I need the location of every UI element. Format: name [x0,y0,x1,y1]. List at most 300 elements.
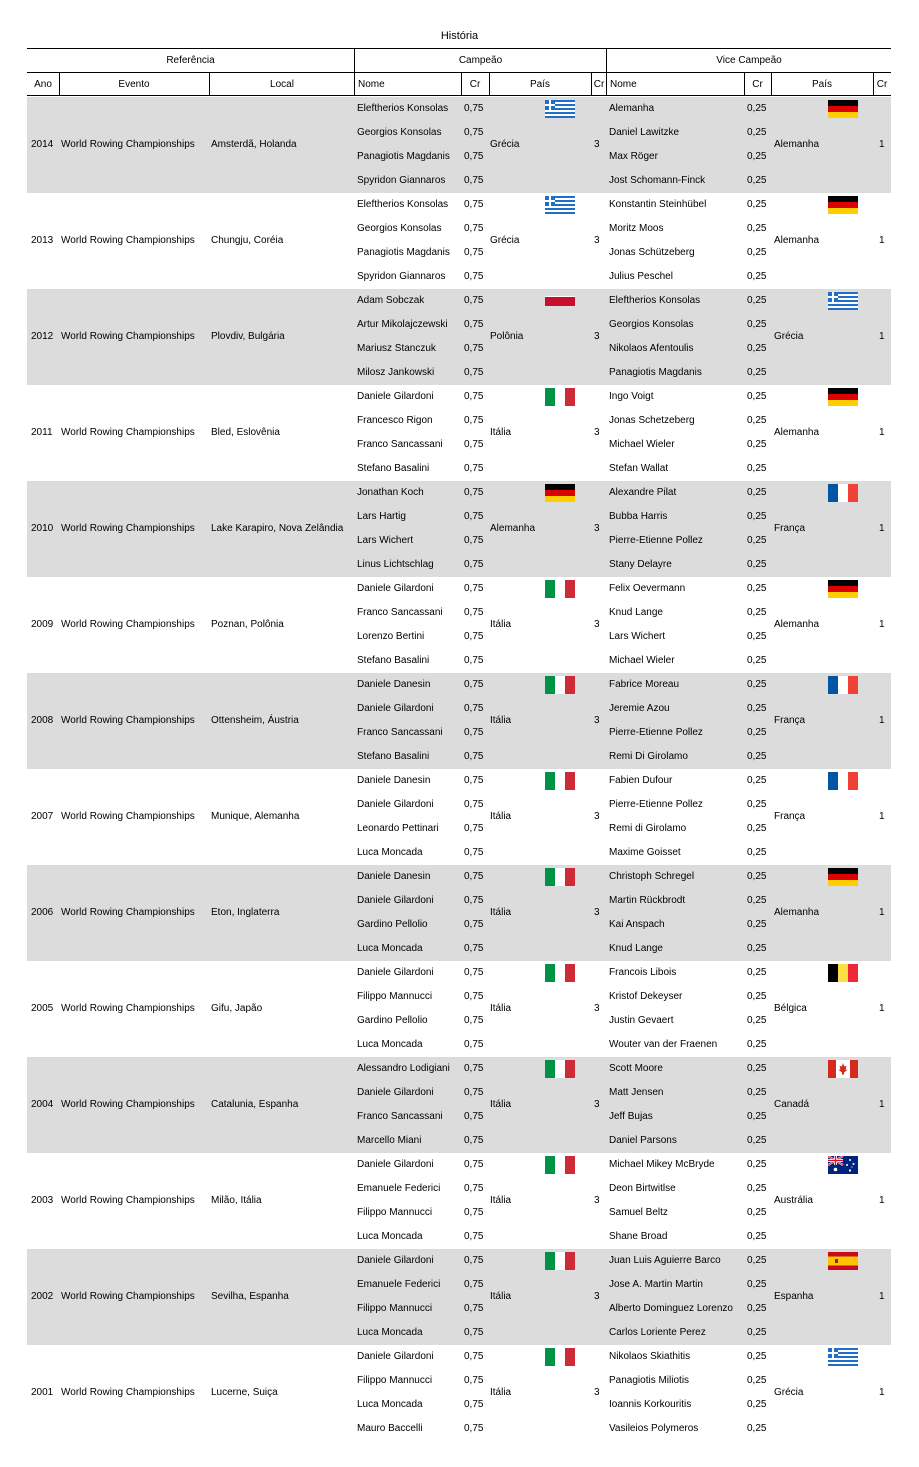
vice-total-cell: 1 [879,907,885,918]
vice-country-cell: Alemanha [774,427,820,438]
champion-cr-cell: 0,75 [464,1015,484,1026]
champion-name-cell: Lars Wichert [357,535,414,546]
vice-name-cell: Juan Luis Aguierre Barco [609,1255,721,1266]
vice-total-cell: 1 [879,331,885,342]
champion-cr-cell: 0,75 [464,1063,484,1074]
champion-cr-cell: 0,75 [464,967,484,978]
champion-cr-cell: 0,75 [464,535,484,546]
champion-cr-cell: 0,75 [464,319,484,330]
champion-name-cell: Emanuele Federici [357,1183,441,1194]
champion-name-cell: Daniele Danesin [357,775,431,786]
france-flag-icon [828,676,858,694]
table-row [27,1345,891,1441]
champion-name-cell: Daniele Danesin [357,679,431,690]
canada-flag-icon [828,1060,858,1078]
champion-cr-cell: 0,75 [464,175,484,186]
champion-total-cell: 3 [594,1195,600,1206]
vice-name-cell: Ingo Voigt [609,391,654,402]
champion-name-cell: Stefano Basalini [357,655,430,666]
vice-cr-cell: 0,25 [747,583,767,594]
champion-name-cell: Alessandro Lodigiani [357,1063,450,1074]
table-row [27,1153,891,1249]
vice-cr-cell: 0,25 [747,295,767,306]
vice-cr-cell: 0,25 [747,895,767,906]
location-cell: Poznan, Polônia [211,619,284,630]
header-col-pais-campeao: País [489,72,591,96]
vice-name-cell: Scott Moore [609,1063,663,1074]
header-col-cr-total-campeao: Cr [591,72,607,96]
vice-total-cell: 1 [879,619,885,630]
greece-flag-icon [828,1348,858,1366]
vice-cr-cell: 0,25 [747,1303,767,1314]
champion-total-cell: 3 [594,427,600,438]
location-cell: Ottensheim, Áustria [211,715,299,726]
champion-cr-cell: 0,75 [464,487,484,498]
champion-total-cell: 3 [594,235,600,246]
champion-name-cell: Franco Sancassani [357,727,443,738]
champion-name-cell: Mauro Baccelli [357,1423,423,1434]
champion-name-cell: Daniele Gilardoni [357,967,434,978]
vice-total-cell: 1 [879,1195,885,1206]
location-cell: Plovdiv, Bulgária [211,331,285,342]
vice-cr-cell: 0,25 [747,919,767,930]
table-row [27,1249,891,1345]
champion-cr-cell: 0,75 [464,1423,484,1434]
champion-name-cell: Luca Moncada [357,1231,423,1242]
year-cell: 2011 [31,427,53,438]
vice-cr-cell: 0,25 [747,727,767,738]
header-col-cr-vice: Cr [744,72,771,96]
champion-cr-cell: 0,75 [464,1279,484,1290]
vice-name-cell: Knud Lange [609,943,663,954]
italy-flag-icon [545,676,575,694]
vice-country-cell: Bélgica [774,1003,807,1014]
table-row [27,865,891,961]
vice-cr-cell: 0,25 [747,1087,767,1098]
champion-country-cell: Itália [490,715,512,726]
vice-cr-cell: 0,25 [747,247,767,258]
champion-name-cell: Daniele Gilardoni [357,703,434,714]
champion-name-cell: Luca Moncada [357,1039,423,1050]
header-col-cr-total-vice: Cr [873,72,891,96]
vice-name-cell: Jonas Schützeberg [609,247,695,258]
event-cell: World Rowing Championships [61,139,195,150]
champion-cr-cell: 0,75 [464,919,484,930]
vice-cr-cell: 0,25 [747,799,767,810]
greece-flag-icon [828,292,858,310]
champion-name-cell: Lorenzo Bertini [357,631,425,642]
vice-cr-cell: 0,25 [747,1159,767,1170]
header-col-pais-vice: País [771,72,873,96]
header-col-cr-campeao: Cr [461,72,489,96]
champion-total-cell: 3 [594,139,600,150]
event-cell: World Rowing Championships [61,1387,195,1398]
location-cell: Catalunia, Espanha [211,1099,299,1110]
champion-name-cell: Emanuele Federici [357,1279,441,1290]
spain-flag-icon [828,1252,858,1270]
italy-flag-icon [545,388,575,406]
vice-name-cell: Nikolaos Afentoulis [609,343,694,354]
champion-cr-cell: 0,75 [464,895,484,906]
vice-name-cell: Max Röger [609,151,658,162]
belgium-flag-icon [828,964,858,982]
vice-country-cell: Alemanha [774,619,820,630]
champion-cr-cell: 0,75 [464,1111,484,1122]
vice-cr-cell: 0,25 [747,1255,767,1266]
vice-name-cell: Moritz Moos [609,223,664,234]
vice-cr-cell: 0,25 [747,703,767,714]
vice-cr-cell: 0,25 [747,655,767,666]
header-col-ano: Ano [27,72,59,96]
vice-name-cell: Michael Wieler [609,439,675,450]
vice-cr-cell: 0,25 [747,1375,767,1386]
vice-name-cell: Martin Rückbrodt [609,895,686,906]
header-group-campeao: Campeão [355,48,606,72]
champion-name-cell: Gardino Pellolio [357,919,428,930]
champion-country-cell: Grécia [490,139,520,150]
vice-cr-cell: 0,25 [747,343,767,354]
vice-name-cell: Lars Wichert [609,631,666,642]
vice-cr-cell: 0,25 [747,319,767,330]
champion-name-cell: Spyridon Giannaros [357,271,446,282]
vice-country-cell: Alemanha [774,139,820,150]
champion-name-cell: Eleftherios Konsolas [357,199,449,210]
champion-cr-cell: 0,75 [464,583,484,594]
vice-cr-cell: 0,25 [747,847,767,858]
vice-name-cell: Alemanha [609,103,655,114]
champion-cr-cell: 0,75 [464,439,484,450]
table-row [27,193,891,289]
vice-total-cell: 1 [879,235,885,246]
vice-country-cell: França [774,523,806,534]
france-flag-icon [828,772,858,790]
champion-cr-cell: 0,75 [464,631,484,642]
year-cell: 2008 [31,715,54,726]
vice-cr-cell: 0,25 [747,943,767,954]
year-cell: 2014 [31,139,54,150]
vice-name-cell: Pierre-Etienne Pollez [609,727,703,738]
champion-cr-cell: 0,75 [464,127,484,138]
champion-cr-cell: 0,75 [464,1087,484,1098]
champion-name-cell: Leonardo Pettinari [357,823,439,834]
greece-flag-icon [545,196,575,214]
vice-cr-cell: 0,25 [747,559,767,570]
vice-cr-cell: 0,25 [747,127,767,138]
champion-cr-cell: 0,75 [464,1039,484,1050]
champion-name-cell: Franco Sancassani [357,439,443,450]
page-title: História [440,30,479,42]
italy-flag-icon [545,868,575,886]
vice-cr-cell: 0,25 [747,607,767,618]
year-cell: 2006 [31,907,54,918]
vice-name-cell: Vasileios Polymeros [609,1423,699,1434]
champion-country-cell: Polônia [490,331,524,342]
champion-name-cell: Filippo Mannucci [357,991,433,1002]
germany-flag-icon [828,100,858,118]
vice-cr-cell: 0,25 [747,679,767,690]
champion-cr-cell: 0,75 [464,1231,484,1242]
vice-cr-cell: 0,25 [747,1351,767,1362]
champion-name-cell: Daniele Gilardoni [357,895,434,906]
location-cell: Lake Karapiro, Nova Zelândia [211,523,344,534]
vice-name-cell: Jonas Schetzeberg [609,415,695,426]
champion-name-cell: Francesco Rigon [357,415,433,426]
vice-total-cell: 1 [879,139,885,150]
table-header [27,48,891,96]
champion-cr-cell: 0,75 [464,751,484,762]
location-cell: Chungju, Coréia [211,235,284,246]
vice-cr-cell: 0,25 [747,511,767,522]
vice-cr-cell: 0,25 [747,487,767,498]
vice-cr-cell: 0,25 [747,223,767,234]
champion-country-cell: Itália [490,1003,512,1014]
champion-total-cell: 3 [594,1099,600,1110]
champion-cr-cell: 0,75 [464,1303,484,1314]
champion-name-cell: Luca Moncada [357,943,423,954]
location-cell: Milão, Itália [211,1195,262,1206]
vice-name-cell: Shane Broad [609,1231,668,1242]
year-cell: 2003 [31,1195,54,1206]
champion-name-cell: Linus Lichtschlag [357,559,434,570]
vice-name-cell: Stany Delayre [609,559,672,570]
table-row [27,385,891,481]
champion-name-cell: Daniele Gilardoni [357,1159,434,1170]
champion-country-cell: Itália [490,811,512,822]
champion-country-cell: Grécia [490,235,520,246]
champion-name-cell: Franco Sancassani [357,1111,443,1122]
year-cell: 2001 [31,1387,54,1398]
champion-name-cell: Franco Sancassani [357,607,443,618]
champion-cr-cell: 0,75 [464,703,484,714]
france-flag-icon [828,484,858,502]
champion-total-cell: 3 [594,811,600,822]
event-cell: World Rowing Championships [61,907,195,918]
champion-cr-cell: 0,75 [464,151,484,162]
vice-name-cell: Bubba Harris [609,511,668,522]
germany-flag-icon [828,388,858,406]
location-cell: Bled, Eslovênia [211,427,280,438]
event-cell: World Rowing Championships [61,1099,195,1110]
vice-name-cell: Pierre-Etienne Pollez [609,799,703,810]
champion-name-cell: Daniele Gilardoni [357,1255,434,1266]
champion-name-cell: Marcello Miani [357,1135,422,1146]
vice-name-cell: Stefan Wallat [609,463,669,474]
champion-total-cell: 3 [594,715,600,726]
champion-name-cell: Luca Moncada [357,1327,423,1338]
vice-total-cell: 1 [879,715,885,726]
vice-name-cell: Carlos Loriente Perez [609,1327,706,1338]
champion-cr-cell: 0,75 [464,991,484,1002]
header-col-evento: Evento [59,72,209,96]
champion-cr-cell: 0,75 [464,655,484,666]
vice-name-cell: Justin Gevaert [609,1015,674,1026]
vice-name-cell: Francois Libois [609,967,677,978]
italy-flag-icon [545,964,575,982]
year-cell: 2009 [31,619,54,630]
vice-total-cell: 1 [879,1099,885,1110]
champion-cr-cell: 0,75 [464,823,484,834]
champion-cr-cell: 0,75 [464,1375,484,1386]
champion-name-cell: Milosz Jankowski [357,367,435,378]
champion-name-cell: Daniele Gilardoni [357,391,434,402]
germany-flag-icon [828,868,858,886]
champion-country-cell: Itália [490,907,512,918]
event-cell: World Rowing Championships [61,235,195,246]
champion-cr-cell: 0,75 [464,1159,484,1170]
location-cell: Munique, Alemanha [211,811,300,822]
vice-name-cell: Ioannis Korkouritis [609,1399,692,1410]
champion-name-cell: Adam Sobczak [357,295,425,306]
vice-cr-cell: 0,25 [747,1399,767,1410]
vice-name-cell: Jost Schomann-Finck [609,175,706,186]
vice-cr-cell: 0,25 [747,439,767,450]
table-row [27,673,891,769]
champion-cr-cell: 0,75 [464,103,484,114]
vice-name-cell: Christoph Schregel [609,871,695,882]
champion-cr-cell: 0,75 [464,679,484,690]
vice-name-cell: Nikolaos Skiathitis [609,1351,691,1362]
vice-total-cell: 1 [879,427,885,438]
germany-flag-icon [828,196,858,214]
vice-name-cell: Deon Birtwitlse [609,1183,676,1194]
vice-cr-cell: 0,25 [747,1231,767,1242]
champion-name-cell: Filippo Mannucci [357,1207,433,1218]
header-col-nome-campeao: Nome [355,72,461,96]
poland-flag-icon [545,292,575,310]
table-row [27,769,891,865]
vice-cr-cell: 0,25 [747,1423,767,1434]
champion-name-cell: Mariusz Stanczuk [357,343,436,354]
vice-total-cell: 1 [879,811,885,822]
champion-name-cell: Luca Moncada [357,847,423,858]
australia-flag-icon [828,1156,858,1174]
vice-country-cell: Alemanha [774,907,820,918]
vice-name-cell: Kai Anspach [609,919,665,930]
vice-cr-cell: 0,25 [747,151,767,162]
vice-cr-cell: 0,25 [747,1015,767,1026]
vice-cr-cell: 0,25 [747,1111,767,1122]
champion-cr-cell: 0,75 [464,607,484,618]
vice-country-cell: Espanha [774,1291,814,1302]
table-row [27,1057,891,1153]
champion-cr-cell: 0,75 [464,1135,484,1146]
vice-cr-cell: 0,25 [747,1207,767,1218]
champion-cr-cell: 0,75 [464,1399,484,1410]
vice-cr-cell: 0,25 [747,103,767,114]
event-cell: World Rowing Championships [61,427,195,438]
vice-total-cell: 1 [879,1003,885,1014]
champion-cr-cell: 0,75 [464,1255,484,1266]
vice-cr-cell: 0,25 [747,271,767,282]
champion-total-cell: 3 [594,1291,600,1302]
champion-country-cell: Itália [490,1099,512,1110]
champion-name-cell: Daniele Gilardoni [357,1351,434,1362]
vice-country-cell: Austrália [774,1195,813,1206]
vice-name-cell: Samuel Beltz [609,1207,668,1218]
champion-name-cell: Filippo Mannucci [357,1375,433,1386]
vice-name-cell: Panagiotis Miliotis [609,1375,690,1386]
champion-total-cell: 3 [594,1003,600,1014]
champion-name-cell: Stefano Basalini [357,463,430,474]
champion-name-cell: Eleftherios Konsolas [357,103,449,114]
vice-name-cell: Felix Oevermann [609,583,686,594]
germany-flag-icon [828,580,858,598]
italy-flag-icon [545,1156,575,1174]
champion-total-cell: 3 [594,523,600,534]
champion-cr-cell: 0,75 [464,391,484,402]
champion-cr-cell: 0,75 [464,559,484,570]
champion-name-cell: Jonathan Koch [357,487,424,498]
header-col-nome-vice: Nome [607,72,744,96]
vice-name-cell: Remi Di Girolamo [609,751,688,762]
vice-name-cell: Eleftherios Konsolas [609,295,701,306]
table-row [27,481,891,577]
champion-cr-cell: 0,75 [464,367,484,378]
vice-cr-cell: 0,25 [747,391,767,402]
header-group-vice-campeao: Vice Campeão [607,48,891,72]
event-cell: World Rowing Championships [61,715,195,726]
italy-flag-icon [545,1348,575,1366]
champion-country-cell: Itália [490,427,512,438]
vice-country-cell: Grécia [774,1387,804,1398]
vice-cr-cell: 0,25 [747,823,767,834]
champion-name-cell: Daniele Gilardoni [357,583,434,594]
vice-cr-cell: 0,25 [747,631,767,642]
champion-total-cell: 3 [594,1387,600,1398]
vice-name-cell: Fabien Dufour [609,775,673,786]
table-row [27,577,891,673]
vice-cr-cell: 0,25 [747,871,767,882]
header-col-local: Local [209,72,355,96]
table-row [27,961,891,1057]
year-cell: 2010 [31,523,54,534]
champion-name-cell: Panagiotis Magdanis [357,151,450,162]
champion-name-cell: Georgios Konsolas [357,127,442,138]
table-row [27,97,891,193]
vice-name-cell: Daniel Lawitzke [609,127,680,138]
champion-name-cell: Luca Moncada [357,1399,423,1410]
vice-cr-cell: 0,25 [747,967,767,978]
vice-cr-cell: 0,25 [747,1183,767,1194]
champion-name-cell: Daniele Gilardoni [357,799,434,810]
location-cell: Gifu, Japão [211,1003,263,1014]
event-cell: World Rowing Championships [61,523,195,534]
vice-cr-cell: 0,25 [747,367,767,378]
vice-name-cell: Michael Wieler [609,655,675,666]
champion-name-cell: Georgios Konsolas [357,223,442,234]
champion-cr-cell: 0,75 [464,871,484,882]
vice-name-cell: Fabrice Moreau [609,679,680,690]
event-cell: World Rowing Championships [61,619,195,630]
italy-flag-icon [545,1060,575,1078]
vice-name-cell: Michael Mikey McBryde [609,1159,715,1170]
champion-cr-cell: 0,75 [464,271,484,282]
vice-name-cell: Julius Peschel [609,271,673,282]
italy-flag-icon [545,1252,575,1270]
champion-name-cell: Spyridon Giannaros [357,175,446,186]
vice-name-cell: Panagiotis Magdanis [609,367,702,378]
event-cell: World Rowing Championships [61,1003,195,1014]
table-row [27,289,891,385]
champion-country-cell: Itália [490,1195,512,1206]
champion-cr-cell: 0,75 [464,463,484,474]
champion-country-cell: Itália [490,1387,512,1398]
vice-name-cell: Konstantin Steinhübel [609,199,707,210]
champion-total-cell: 3 [594,619,600,630]
champion-cr-cell: 0,75 [464,247,484,258]
champion-name-cell: Lars Hartig [357,511,406,522]
vice-name-cell: Jeremie Azou [609,703,670,714]
